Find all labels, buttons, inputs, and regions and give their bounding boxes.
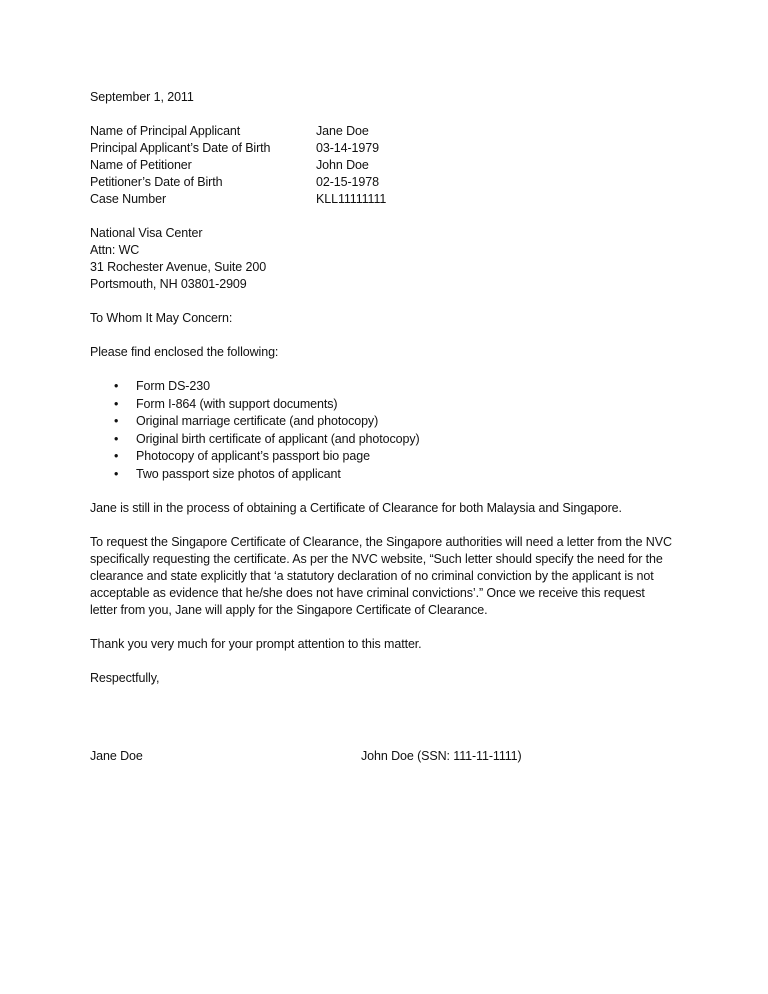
info-row-petitioner-dob: [90, 174, 680, 191]
bullet-icon: •: [114, 431, 119, 446]
recipient-address: [90, 225, 680, 293]
letter-body: [90, 89, 680, 763]
list-item: [90, 413, 680, 431]
list-item-text: Photocopy of applicant’s passport bio page: [136, 449, 370, 463]
bullet-icon: •: [114, 379, 119, 393]
letter-date: September 1, 2011: [90, 90, 194, 104]
info-label: Principal Applicant’s Date of Birth: [90, 141, 271, 155]
list-item: [90, 396, 680, 414]
list-item: [90, 378, 680, 396]
info-label: Case Number: [90, 192, 167, 206]
list-item-text: Original marriage certificate (and photocopy): [136, 414, 379, 428]
list-item: [90, 466, 680, 484]
info-row-principal-dob: [90, 140, 680, 157]
address-line: 31 Rochester Avenue, Suite 200: [90, 260, 267, 274]
enclosure-intro: Please find enclosed the following:: [90, 345, 279, 359]
info-value: 02-15-1978: [316, 175, 379, 189]
list-item-text: Form I-864 (with support documents): [136, 396, 338, 411]
list-item-text: Original birth certificate of applicant (and photocopy): [136, 431, 420, 446]
info-value: Jane Doe: [316, 124, 369, 138]
info-label: Petitioner’s Date of Birth: [90, 175, 223, 189]
bullet-icon: •: [114, 414, 119, 428]
info-label: Name of Principal Applicant: [90, 124, 241, 138]
list-item-text: Form DS-230: [136, 379, 210, 393]
status-paragraph: Jane is still in the process of obtaining a Certificate of Clearance for both Malaysia and Singapore.: [90, 501, 622, 515]
thanks-paragraph: Thank you very much for your prompt attention to this matter.: [90, 637, 422, 651]
list-item: [90, 448, 680, 466]
bullet-icon: •: [114, 449, 119, 463]
address-line: Attn: WC: [90, 243, 140, 257]
signature-right: John Doe (SSN: 111-11-1111): [361, 749, 522, 763]
info-row-principal-name: [90, 123, 680, 140]
enclosure-list: [90, 378, 680, 483]
closing: Respectfully,: [90, 671, 160, 685]
address-line: National Visa Center: [90, 226, 203, 240]
list-item-text: Two passport size photos of applicant: [136, 466, 341, 481]
info-value: John Doe: [316, 158, 369, 172]
salutation: To Whom It May Concern:: [90, 311, 233, 325]
info-row-petitioner-name: [90, 157, 680, 174]
request-paragraph: To request the Singapore Certificate of Clearance, the Singapore authorities will need a letter from the NVC specifically requesting the certificate. As per the NVC website, “Such letter should specify the need for the clearance and state explicitly that ‘a statutory declaration of no criminal conviction by the applicant is not acceptable as evidence that he/she does not have criminal convictions’.” Once we receive this request letter from you, Jane will apply for the Singapore Certificate of Clearance.: [90, 535, 672, 617]
info-label: Name of Petitioner: [90, 158, 192, 172]
info-value: 03-14-1979: [316, 141, 379, 155]
case-info-table: [90, 123, 680, 208]
info-row-case-number: [90, 191, 680, 208]
info-value: KLL11111111: [316, 192, 387, 206]
bullet-icon: •: [114, 466, 119, 481]
address-line: Portsmouth, NH 03801-2909: [90, 277, 247, 291]
bullet-icon: •: [114, 396, 119, 411]
signature-left: Jane Doe: [90, 749, 143, 763]
list-item: [90, 431, 680, 449]
